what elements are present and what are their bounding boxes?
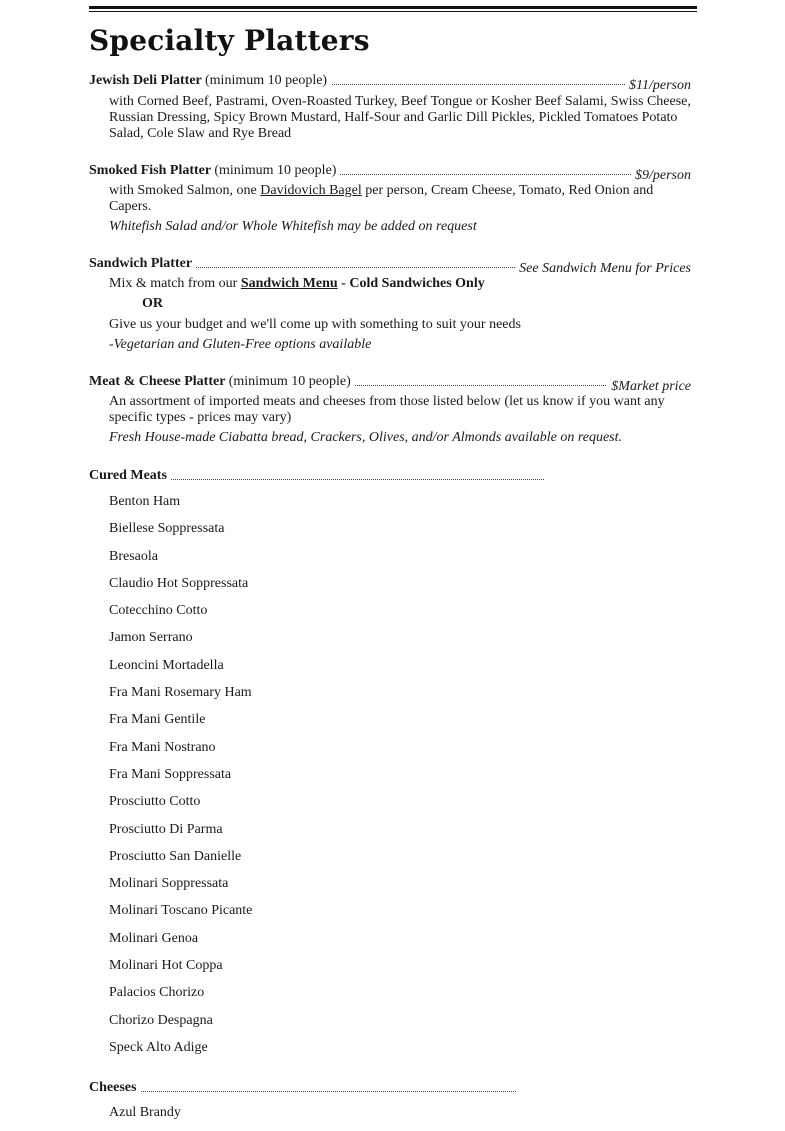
- section-cheeses: [89, 1080, 697, 1131]
- list-item: Leoncini Mortadella: [109, 657, 224, 673]
- list-item: Bresaola: [109, 548, 158, 564]
- section-title: Meat & Cheese Platter (minimum 10 people): [89, 374, 355, 390]
- header-rule-thin: [89, 11, 697, 12]
- list-item: Biellese Soppressata: [109, 521, 225, 537]
- section-note: -Vegetarian and Gluten-Free options available: [109, 337, 372, 352]
- or-separator: OR: [142, 296, 163, 311]
- section-note: Whitefish Salad and/or Whole Whitefish may be added on request: [109, 219, 477, 234]
- section-cured-meats: [89, 468, 697, 1066]
- section-jewish-deli: [89, 73, 697, 142]
- dot-leader: [139, 1091, 516, 1092]
- section-title: Cheeses: [89, 1080, 140, 1096]
- dot-leader: [167, 479, 544, 480]
- budget-line: Give us your budget and we'll come up with something to suit your needs: [109, 317, 521, 332]
- list-item: Jamon Serrano: [109, 630, 193, 646]
- list-item: Fra Mani Rosemary Ham: [109, 685, 252, 701]
- section-title: Cured Meats: [89, 468, 171, 484]
- price-label: $Market price: [607, 379, 691, 395]
- list-item: Molinari Soppressata: [109, 876, 229, 892]
- section-description: with Corned Beef, Pastrami, Oven-Roasted Turkey, Beef Tongue or Kosher Beef Salami, Swiss Cheese, Russian Dressing, Spicy Brown Mustard, Half-Sour and Garlic Dill Pickles, Pickled Tomatoes Potato Salad, Cole Slaw and Rye Bread: [109, 94, 691, 141]
- list-item: Fra Mani Soppressata: [109, 766, 232, 782]
- list-item: Cotecchino Cotto: [109, 603, 208, 619]
- sandwich-mix-line: Mix & match from our Sandwich Menu - Cold Sandwiches Only: [109, 276, 485, 291]
- section-title: Jewish Deli Platter (minimum 10 people): [89, 73, 331, 89]
- list-item: Chorizo Despagna: [109, 1012, 213, 1028]
- list-item: Molinari Hot Coppa: [109, 958, 223, 974]
- dot-leader: [335, 174, 631, 175]
- list-item: Prosciutto Di Parma: [109, 821, 223, 837]
- list-item: Fra Mani Nostrano: [109, 739, 216, 755]
- section-title: Smoked Fish Platter (minimum 10 people): [89, 163, 340, 179]
- list-item: Speck Alto Adige: [109, 1039, 208, 1055]
- section-meat-cheese: [89, 374, 697, 446]
- price-label: $9/person: [631, 168, 691, 184]
- list-item: Molinari Toscano Picante: [109, 903, 253, 919]
- list-item: Fra Mani Gentile: [109, 712, 206, 728]
- list-item: Prosciutto San Danielle: [109, 848, 242, 864]
- davidovich-bagel-link[interactable]: Davidovich Bagel: [260, 183, 362, 198]
- header-rule-thick: [89, 6, 697, 9]
- price-label: $11/person: [625, 78, 691, 94]
- section-sandwich: [89, 256, 697, 353]
- list-item: Azul Brandy: [109, 1105, 181, 1120]
- list-item: Claudio Hot Soppressata: [109, 575, 249, 591]
- sandwich-menu-link[interactable]: Sandwich Menu: [240, 276, 338, 291]
- list-item: Molinari Genoa: [109, 930, 199, 946]
- section-description: with Smoked Salmon, one Davidovich Bagel per person, Cream Cheese, Tomato, Red Onion and Capers.: [109, 183, 654, 214]
- section-description: An assortment of imported meats and cheeses from those listed below (let us know if you want any specific types - prices may vary): [109, 394, 665, 425]
- dot-leader: [192, 267, 525, 268]
- dot-leader: [351, 385, 608, 386]
- section-title: Sandwich Platter: [89, 256, 196, 272]
- cured-meats-list: [109, 493, 697, 1066]
- page-title: Specialty Platters: [89, 24, 370, 57]
- list-item: Prosciutto Cotto: [109, 794, 201, 810]
- list-item: Benton Ham: [109, 494, 181, 509]
- cheeses-list: [109, 1104, 697, 1131]
- section-smoked-fish: [89, 163, 697, 235]
- list-item: Palacios Chorizo: [109, 985, 205, 1001]
- dot-leader: [327, 84, 627, 85]
- price-label: See Sandwich Menu for Prices: [515, 261, 691, 277]
- section-note: Fresh House-made Ciabatta bread, Crackers, Olives, and/or Almonds available on request.: [109, 430, 623, 445]
